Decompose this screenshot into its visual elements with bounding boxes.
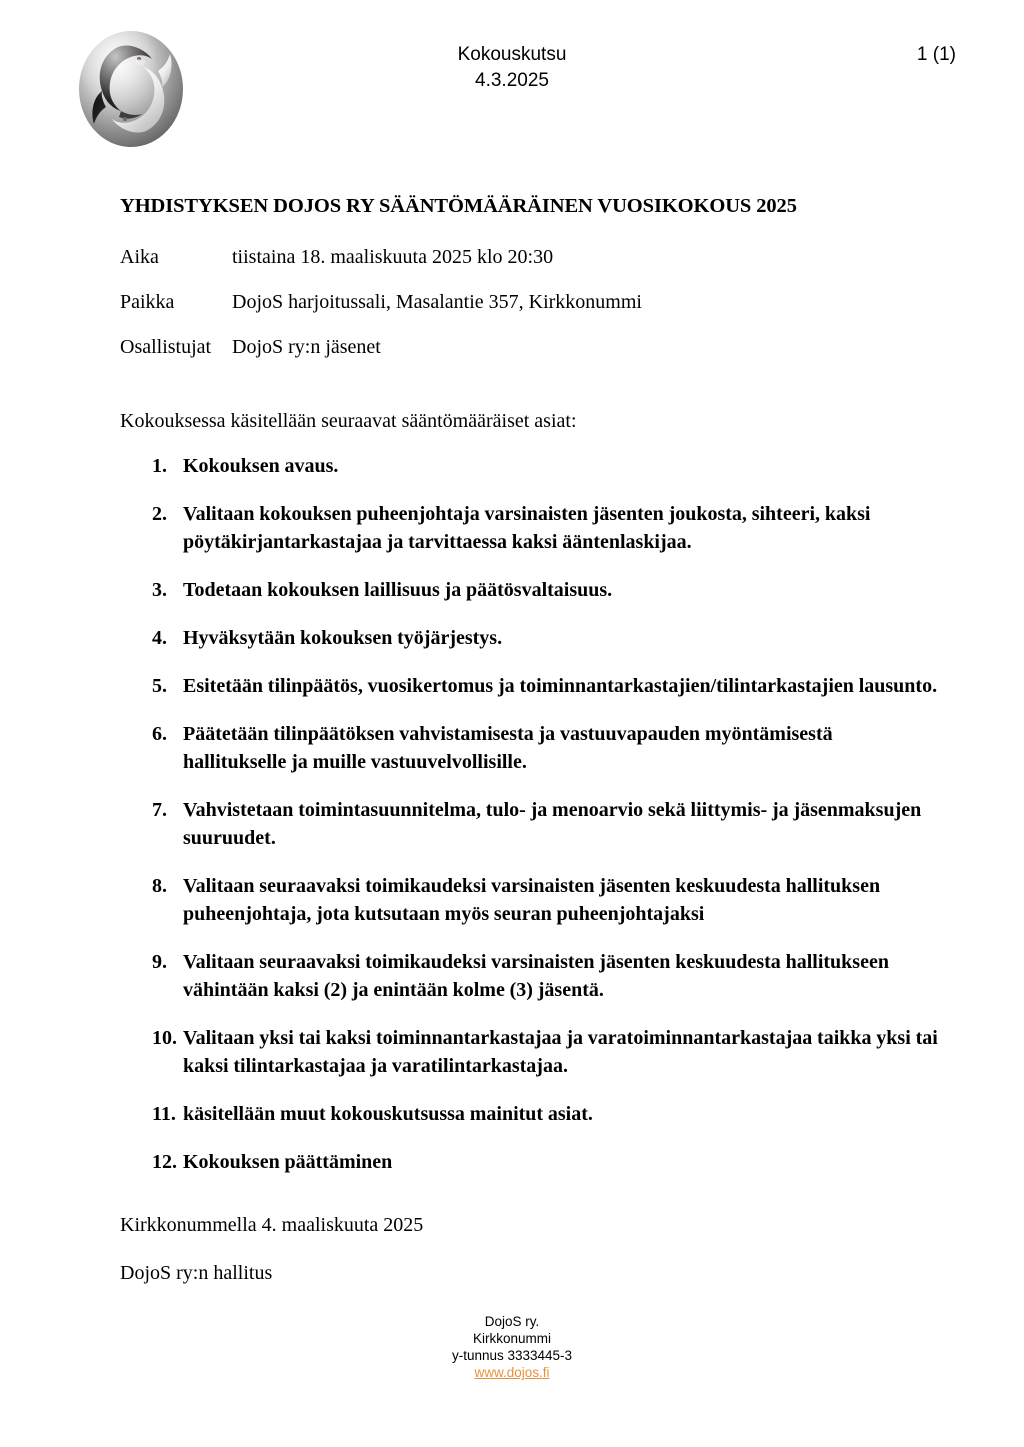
agenda-item (0, 1148, 1024, 1176)
meeting-detail-label: Paikka (120, 291, 175, 313)
agenda-item-number: 5. (152, 675, 167, 697)
meeting-detail-value: DojoS ry:n jäsenet (232, 336, 381, 358)
meeting-details (120, 244, 940, 379)
agenda-item-text: Valitaan seuraavaksi toimikaudeksi varsinaisten jäsenten keskuudesta hallitukseen vähintään kaksi (2) ja enintään kolme (3) jäsentä. (183, 951, 889, 1001)
agenda-item-number: 2. (152, 503, 167, 525)
agenda-item-number: 12. (152, 1151, 177, 1173)
agenda-item (0, 872, 1024, 928)
agenda-item-text: Esitetään tilinpäätös, vuosikertomus ja toiminnantarkastajien/tilintarkastajien lausunto. (183, 675, 938, 697)
footer-org-name: DojoS ry. (484, 1314, 540, 1329)
agenda-item (0, 624, 1024, 652)
agenda-item (0, 1024, 1024, 1080)
agenda-item-number: 8. (152, 875, 167, 897)
agenda-item-number: 9. (152, 951, 167, 973)
meeting-detail-value: DojoS harjoitussali, Masalantie 357, Kirkkonummi (232, 291, 642, 313)
footer-website-link[interactable]: www.dojos.fi (474, 1365, 550, 1380)
agenda-item (0, 452, 1024, 480)
page-footer (0, 1313, 1024, 1381)
agenda-item-text: Hyväksytään kokouksen työjärjestys. (183, 627, 503, 649)
agenda-item (0, 720, 1024, 776)
meeting-detail-row (120, 334, 940, 379)
agenda-item-text: Valitaan yksi tai kaksi toiminnantarkastajaa ja varatoiminnantarkastajaa taikka yksi tai kaksi tilintarkastajaa ja varatilintarkastajaa. (183, 1027, 938, 1077)
meeting-detail-label: Aika (120, 246, 159, 268)
meeting-detail-value: tiistaina 18. maaliskuuta 2025 klo 20:30 (232, 246, 554, 268)
page-header (0, 0, 1024, 175)
agenda-intro-text: Kokouksessa käsitellään seuraavat sääntömääräiset asiat: (120, 410, 577, 432)
agenda-item-number: 7. (152, 799, 167, 821)
agenda-item-number: 4. (152, 627, 167, 649)
agenda-item-text: Kokouksen päättäminen (183, 1151, 393, 1173)
agenda-item (0, 576, 1024, 604)
agenda-item (0, 500, 1024, 556)
agenda-item-number: 6. (152, 723, 167, 745)
meeting-detail-label: Osallistujat (120, 336, 212, 358)
agenda-item-text: Valitaan kokouksen puheenjohtaja varsinaisten jäsenten joukosta, sihteeri, kaksi pöytäkirjantarkastajaa ja tarvittaessa kaksi ääntenlaskijaa. (183, 503, 871, 553)
meeting-detail-row (120, 289, 940, 334)
footer-city: Kirkkonummi (472, 1331, 551, 1346)
agenda-item (0, 1100, 1024, 1128)
agenda-item-text: Päätetään tilinpäätöksen vahvistamisesta ja vastuuvapauden myöntämisestä hallitukselle ja muille vastuuvelvollisille. (183, 723, 833, 773)
agenda-item-text: käsitellään muut kokouskutsussa mainitut asiat. (183, 1103, 593, 1125)
agenda-item (0, 672, 1024, 700)
header-document-type: Kokouskutsu (457, 44, 567, 65)
header-date: 4.3.2025 (475, 70, 549, 91)
closing-place-date: Kirkkonummella 4. maaliskuuta 2025 (120, 1214, 424, 1236)
closing-signatory: DojoS ry:n hallitus (120, 1262, 273, 1284)
agenda-item-number: 10. (152, 1027, 177, 1049)
agenda-item-text: Valitaan seuraavaksi toimikaudeksi varsinaisten jäsenten keskuudesta hallituksen puheenjohtaja, jota kutsutaan myös seuran puheenjohtajaksi (183, 875, 881, 925)
agenda-item (0, 796, 1024, 852)
agenda-item-text: Kokouksen avaus. (183, 455, 339, 477)
agenda-item-text: Todetaan kokouksen laillisuus ja päätösvaltaisuus. (183, 579, 613, 601)
closing-block (120, 1212, 920, 1308)
agenda-item-number: 3. (152, 579, 167, 601)
agenda-item-number: 11. (152, 1103, 176, 1125)
agenda-list (0, 452, 1024, 1196)
page-title: YHDISTYKSEN DOJOS RY SÄÄNTÖMÄÄRÄINEN VUOSIKOKOUS 2025 (120, 195, 797, 217)
agenda-item-number: 1. (152, 455, 167, 477)
agenda-item-text: Vahvistetaan toimintasuunnitelma, tulo- ja menoarvio sekä liittymis- ja jäsenmaksujen suuruudet. (183, 799, 922, 849)
footer-business-id: y-tunnus 3333445-3 (451, 1348, 573, 1363)
header-document-type-block (0, 42, 1024, 94)
agenda-item (0, 948, 1024, 1004)
meeting-detail-row (120, 244, 940, 289)
page-number-indicator: 1 (1) (916, 44, 956, 65)
